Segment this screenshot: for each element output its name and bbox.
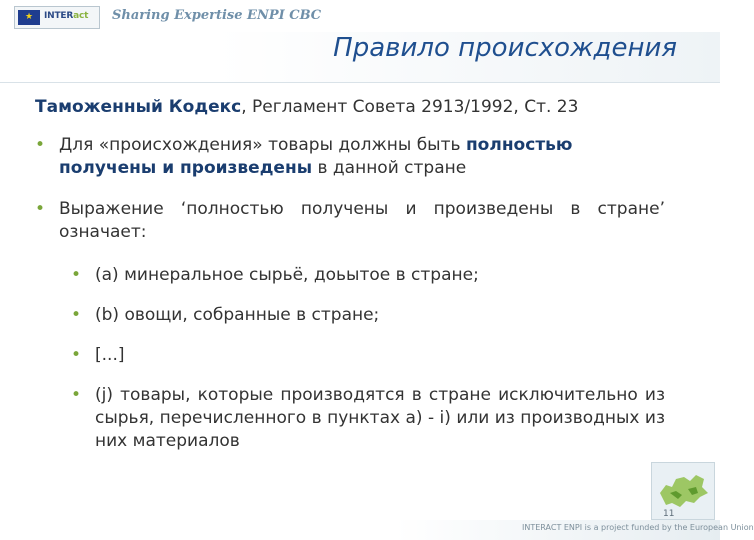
sub-bullet-text: (a) минеральное сырьё, доьытое в стране; xyxy=(95,265,479,285)
bullet-item xyxy=(35,134,665,180)
header-bar xyxy=(0,0,720,34)
bullet-dot-icon: • xyxy=(71,385,82,405)
europe-map-icon xyxy=(651,462,715,520)
sub-bullet-item xyxy=(71,264,665,287)
lead-line xyxy=(35,96,665,118)
highlight-text: полностью получены и произведены xyxy=(59,135,573,178)
logo-text: INTERact xyxy=(44,11,89,21)
sub-list xyxy=(71,264,665,453)
sub-bullet-text: [...] xyxy=(95,345,125,365)
bullet-item xyxy=(35,198,665,244)
page-number: 11 xyxy=(663,509,675,519)
sub-bullet-text: (j) товары, которые производятся в стране исключительно из сырья, перечисленного в пунктах a) - i) или из производных из них материалов xyxy=(95,385,665,451)
bullet-text: Выражение ‘полностью получены и произведены в стране’ означает: xyxy=(59,199,665,242)
bullet-dot-icon: • xyxy=(71,265,82,285)
sub-bullet-item xyxy=(71,344,665,367)
slide-title: Правило происхождения xyxy=(333,33,677,63)
sub-bullet-item xyxy=(71,304,665,327)
sub-bullet-text: (b) овощи, собранные в стране; xyxy=(95,305,380,325)
interact-logo xyxy=(14,6,100,29)
bullet-text: Для «происхождения» товары должны быть полностью получены и произведены в данной стране xyxy=(59,135,573,178)
sub-bullet-item xyxy=(71,384,665,453)
lead-strong: Таможенный Кодекс xyxy=(35,97,242,117)
slide-content xyxy=(35,96,665,470)
eu-flag-icon: ★ xyxy=(18,10,40,25)
tagline: Sharing Expertise ENPI CBC xyxy=(112,8,322,23)
map-shape xyxy=(652,463,714,519)
bullet-dot-icon: • xyxy=(35,135,46,155)
footer-text: INTERACT ENPI is a project funded by the European Union xyxy=(522,523,754,532)
bullet-dot-icon: • xyxy=(35,199,46,219)
bullet-dot-icon: • xyxy=(71,305,82,325)
lead-rest: , Регламент Совета 2913/1992, Ст. 23 xyxy=(241,97,579,117)
bullet-dot-icon: • xyxy=(71,345,82,365)
